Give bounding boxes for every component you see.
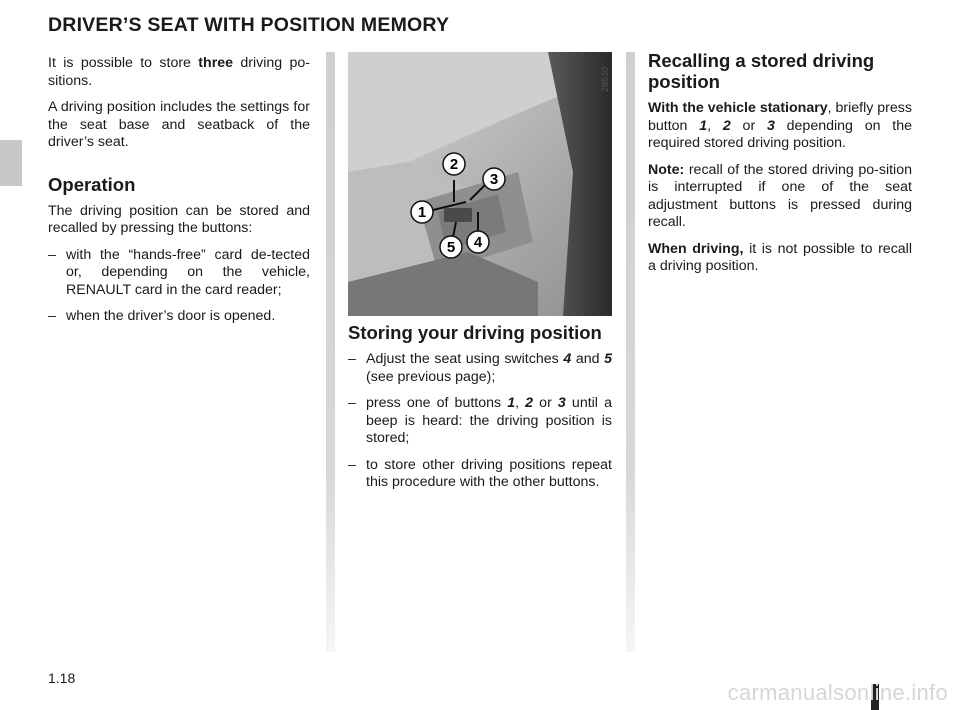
seat-photo <box>348 52 612 316</box>
storing-heading: Storing your driving position <box>348 322 602 343</box>
column-divider <box>626 52 635 652</box>
callout-label: 5 <box>446 239 456 256</box>
recalling-heading: Recalling a stored driving position <box>648 50 875 92</box>
list-item: – to store other driving positions repeat this procedure with the other buttons. <box>348 456 612 490</box>
note-paragraph: Note: recall of the stored driving po-sition is interrupted if one of the seat adjustment buttons is pressed during recall. <box>648 161 912 230</box>
page-title: DRIVER’S SEAT WITH POSITION MEMORY <box>48 14 450 36</box>
callout-label: 1 <box>417 204 427 221</box>
photo-reference-code: 29530 <box>600 66 610 92</box>
list-item: – press one of buttons 1, 2 or 3 until a beep is heard: the driving position is stored; <box>348 395 612 446</box>
intro-paragraph: It is possible to store three driving po-sitions. <box>48 55 310 89</box>
callout-label: 4 <box>473 234 483 251</box>
list-item: – with the “hands-free” card de-tected or, depending on the vehicle, RENAULT card in the card reader; <box>48 246 310 298</box>
column-divider <box>326 52 335 652</box>
operation-paragraph: The driving position can be stored and recalled by pressing the buttons: <box>48 202 310 236</box>
list-item: – when the driver’s door is opened. <box>48 308 276 324</box>
section-tab <box>0 140 22 186</box>
operation-heading: Operation <box>48 173 136 195</box>
seat-illustration <box>348 52 612 316</box>
callout-label: 2 <box>449 156 459 173</box>
recall-paragraph: With the vehicle stationary, briefly press button 1, 2 or 3 depending on the required stored driving position. <box>648 100 913 151</box>
column-left <box>48 55 310 335</box>
callout-label: 3 <box>489 171 499 188</box>
list-item: – Adjust the seat using switches 4 and 5 (see previous page); <box>348 351 612 385</box>
driving-paragraph: When driving, it is not possible to recall a driving position. <box>648 240 912 274</box>
page-number: 1.18 <box>48 670 76 686</box>
watermark: carmanualsonline.info <box>727 680 948 705</box>
column-right <box>648 50 912 285</box>
definition-paragraph: A driving position includes the settings for the seat base and seatback of the driver’s seat. <box>48 99 310 150</box>
column-middle <box>348 322 612 501</box>
